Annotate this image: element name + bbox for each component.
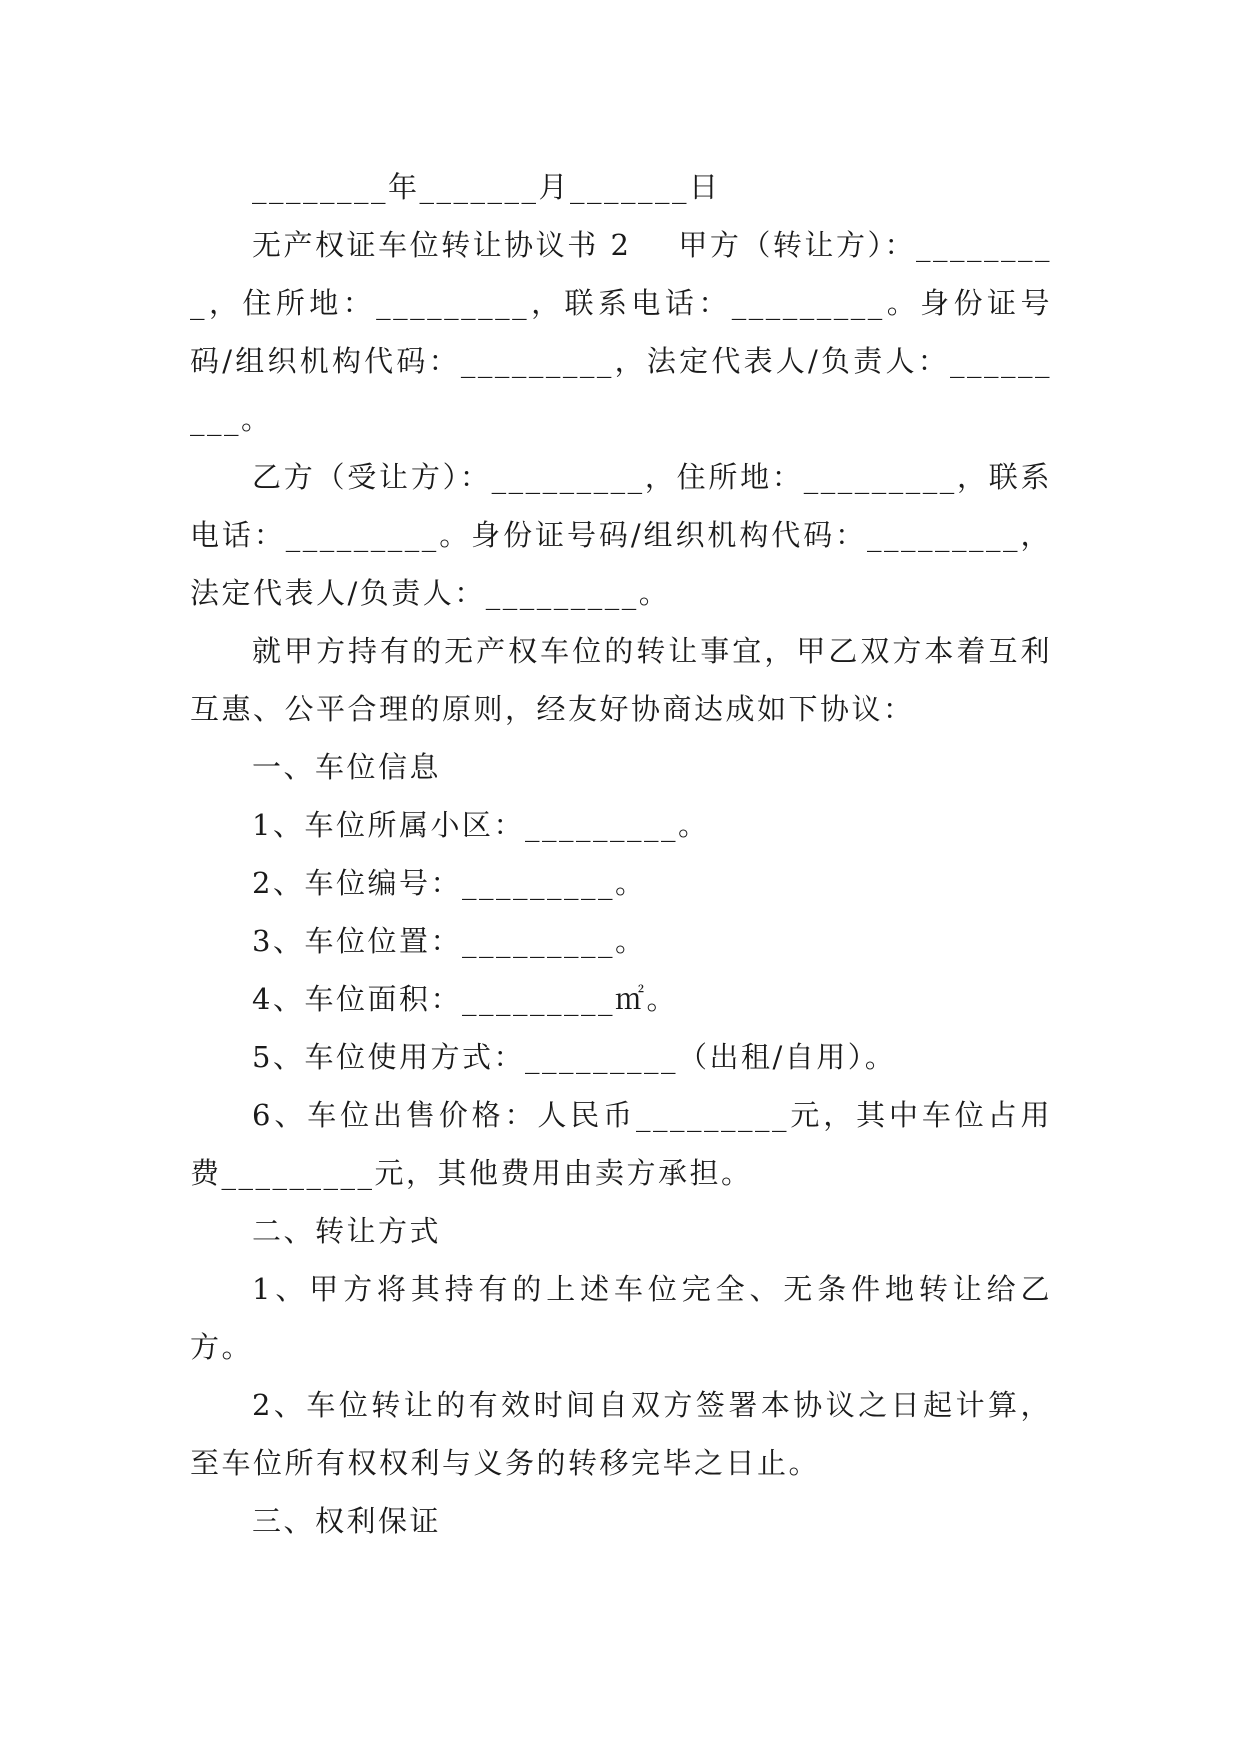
section-heading-3: 三、权利保证 xyxy=(252,1504,442,1538)
clause-2-1: 1、甲方将其持有的上述车位完全、无条件地转让给乙方。 xyxy=(190,1272,1052,1364)
clause-1-1: 1、车位所属小区：_________。 xyxy=(252,808,710,842)
clause-1-3: 3、车位位置：_________。 xyxy=(252,924,647,958)
clause-1-5: 5、车位使用方式：_________（出租/自用）。 xyxy=(252,1040,897,1074)
party-b-paragraph: 乙方（受让方）：_________，住所地：_________，联系电话：_________。身份证号码/组织机构代码：_________，法定代表人/负责人：_________。 xyxy=(190,460,1052,610)
section-heading-2: 二、转让方式 xyxy=(252,1214,442,1248)
clause-1-6: 6、车位出售价格：人民币_________元，其中车位占用费_________元，其他费用由卖方承担。 xyxy=(190,1098,1052,1190)
date-line: ________年_______月_______日 xyxy=(252,170,721,204)
clause-1-2: 2、车位编号：_________。 xyxy=(252,866,647,900)
clause-1-4: 4、车位面积：_________㎡。 xyxy=(252,982,678,1016)
party-a-paragraph: 无产权证车位转让协议书 2 甲方（转让方）：_________，住所地：_________，联系电话：_________。身份证号码/组织机构代码：_________，法定代表人/负责人：_________。 xyxy=(190,228,1052,436)
clause-2-2: 2、车位转让的有效时间自双方签署本协议之日起计算，至车位所有权权利与义务的转移完毕之日止。 xyxy=(190,1388,1052,1480)
document-body xyxy=(190,158,1052,1550)
preamble-paragraph: 就甲方持有的无产权车位的转让事宜，甲乙双方本着互利互惠、公平合理的原则，经友好协商达成如下协议： xyxy=(190,634,1052,726)
section-heading-1: 一、车位信息 xyxy=(252,750,442,784)
